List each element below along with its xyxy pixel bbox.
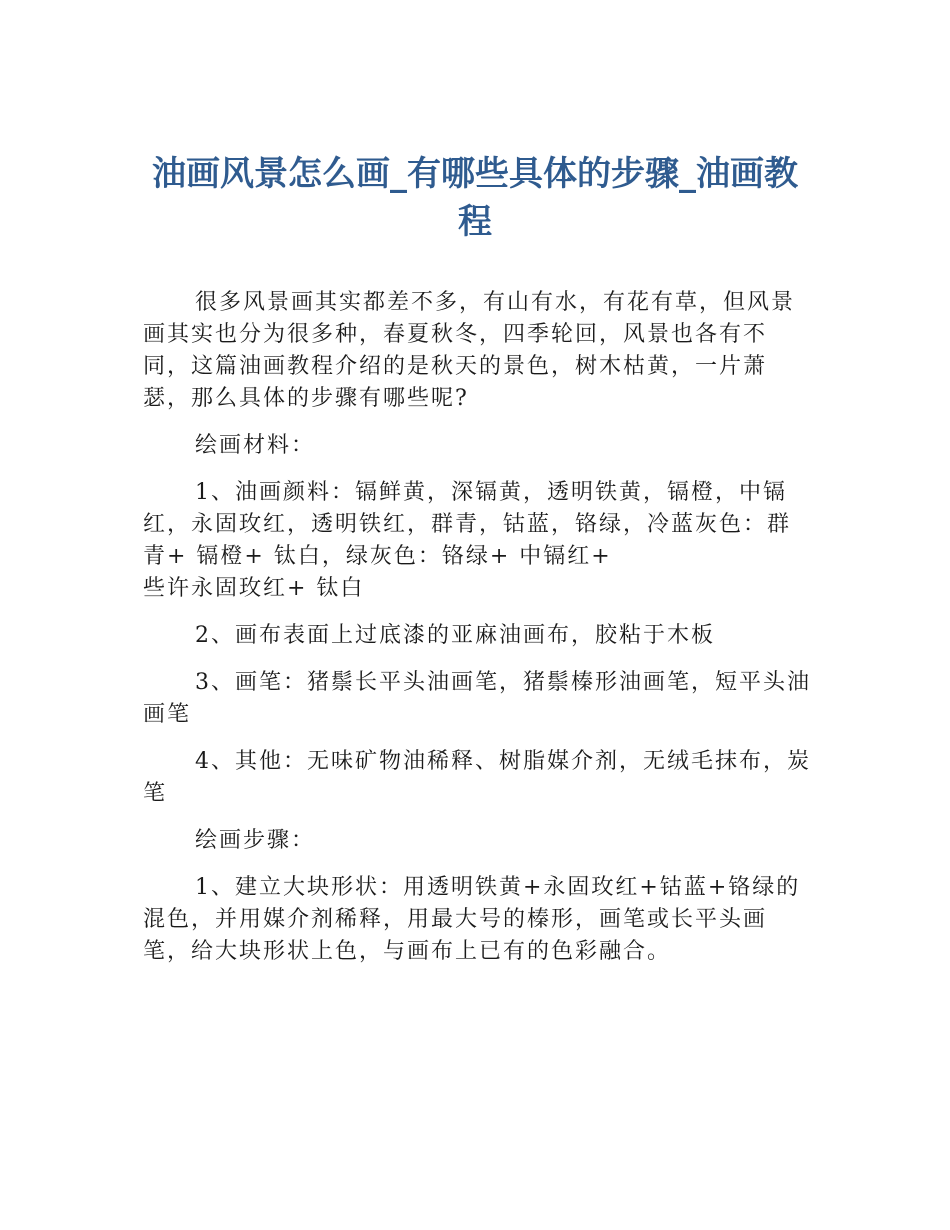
document-title: 油画风景怎么画_有哪些具体的步骤_油画教程 [152, 154, 798, 242]
document-body [143, 287, 813, 983]
steps-item-1: 1、建立大块形状：用透明铁黄+永固玫红+钴蓝+铬绿的混色，并用媒介剂稀释，用最大号的榛形，画笔或长平头画笔，给大块形状上色，与画布上已有的色彩融合。 [143, 875, 801, 964]
materials-item-4: 4、其他：无味矿物油稀释、树脂媒介剂，无绒毛抹布，炭笔 [143, 749, 811, 806]
steps-heading: 绘画步骤： [195, 828, 316, 853]
materials-item-2: 2、画布表面上过底漆的亚麻油画布，胶粘于木板 [195, 623, 715, 648]
intro-paragraph: 很多风景画其实都差不多，有山有水，有花有草，但风景画其实也分为很多种，春夏秋冬，四季轮回，风景也各有不同，这篇油画教程介绍的是秋天的景色，树木枯黄，一片萧瑟，那么具体的步骤有哪些呢? [143, 290, 796, 411]
materials-item-1: 1、油画颜料：镉鲜黄，深镉黄，透明铁黄，镉橙，中镉红，永固玫红，透明铁红，群青，钴蓝，铬绿，冷蓝灰色：群青+ 镉橙+ 钛白，绿灰色：铬绿+ 中镉红+ [143, 480, 792, 569]
materials-heading: 绘画材料： [195, 433, 316, 458]
materials-item-3: 3、画笔：猪鬃长平头油画笔，猪鬃榛形油画笔，短平头油画笔 [143, 670, 811, 727]
materials-item-1-continued: 些许永固玫红+ 钛白 [143, 576, 365, 601]
